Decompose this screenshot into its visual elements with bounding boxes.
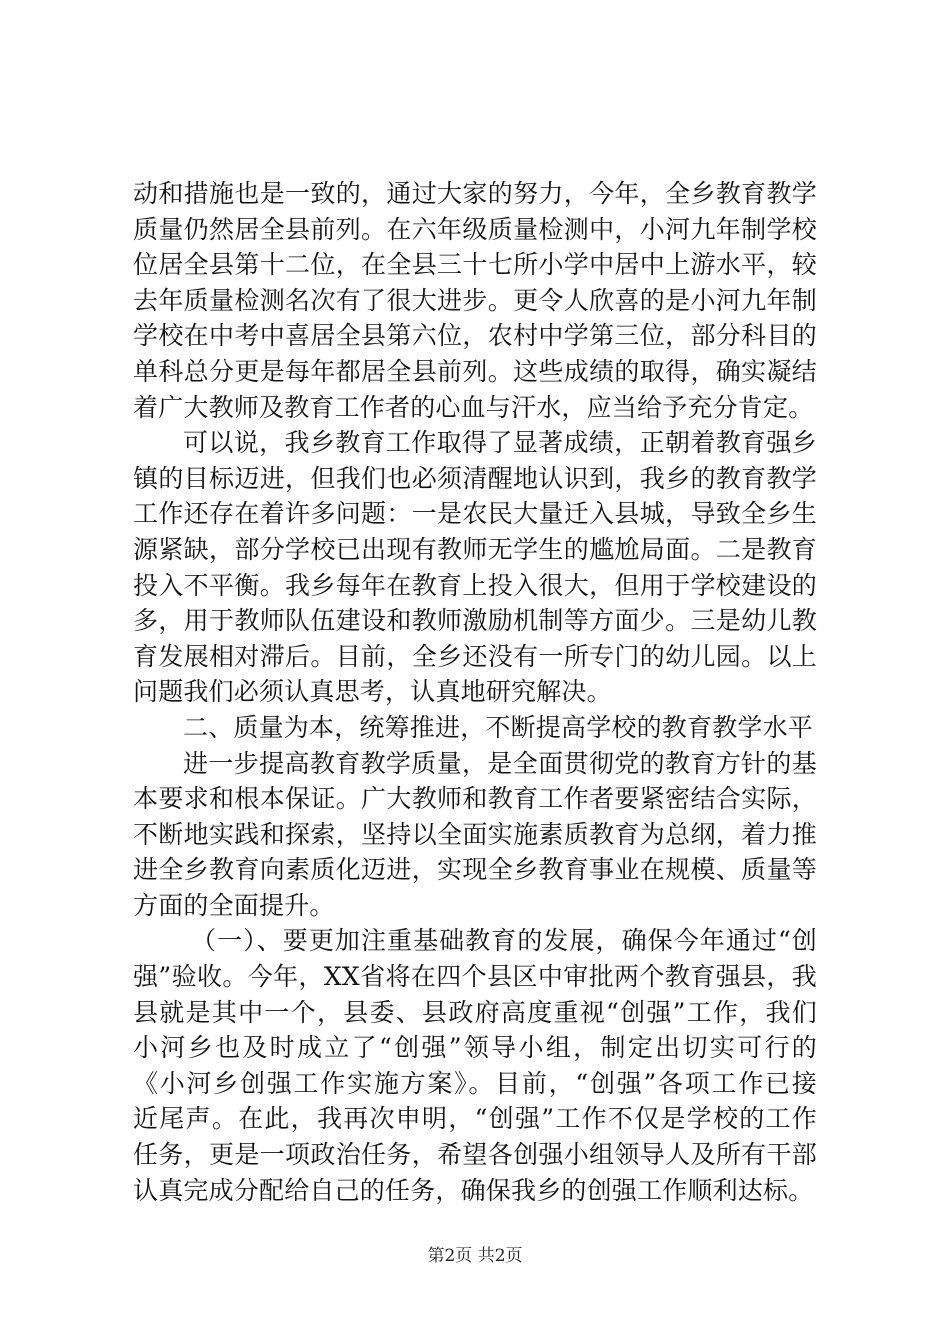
text-line: 问题我们必须认真思考，认真地研究解决。 bbox=[133, 677, 612, 707]
text-line: 位居全县第十二位，在全县三十七所小学中居中上游水平，较 bbox=[133, 250, 817, 280]
text-line: 县就是其中一个，县委、县政府高度重视“创强”工作，我们 bbox=[133, 997, 817, 1027]
text-line: 强”验收。今年，XX省将在四个县区中审批两个教育强县，我 bbox=[133, 962, 817, 992]
text-line: 镇的目标迈进，但我们也必须清醒地认识到，我乡的教育教学 bbox=[133, 463, 817, 493]
text-line: 本要求和根本保证。广大教师和教育工作者要紧密结合实际， bbox=[133, 784, 817, 814]
text-line: 源紧缺，部分学校已出现有教师无学生的尴尬局面。二是教育 bbox=[133, 534, 817, 564]
text-line: 工作还存在着许多问题：一是农民大量迁入县城，导致全乡生 bbox=[133, 499, 817, 529]
text-line: 近尾声。在此，我再次申明，“创强”工作不仅是学校的工作 bbox=[133, 1104, 817, 1134]
text-line: 单科总分更是每年都居全县前列。这些成绩的取得，确实凝结 bbox=[133, 356, 817, 386]
text-line: 多，用于教师队伍建设和教师激励机制等方面少。三是幼儿教 bbox=[133, 606, 817, 636]
section-heading: 二、质量为本，统筹推进，不断提高学校的教育教学水平 bbox=[183, 712, 814, 742]
text-line: 进全乡教育向素质化迈进，实现全乡教育事业在规模、质量等 bbox=[133, 855, 817, 885]
text-line: 小河乡也及时成立了“创强”领导小组，制定出切实可行的 bbox=[133, 1033, 817, 1063]
text-line: 动和措施也是一致的，通过大家的努力，今年，全乡教育教学 bbox=[133, 179, 817, 208]
text-line: 认真完成分配给自己的任务，确保我乡的创强工作顺利达标。 bbox=[133, 1175, 814, 1205]
text-line: 方面的全面提升。 bbox=[133, 890, 335, 920]
text-line: 学校在中考中喜居全县第六位，农村中学第三位，部分科目的 bbox=[133, 321, 817, 351]
text-line: 质量仍然居全县前列。在六年级质量检测中，小河九年制学校 bbox=[133, 214, 817, 244]
text-line: 任务，更是一项政治任务，希望各创强小组领导人及所有干部 bbox=[133, 1140, 817, 1170]
text-line: 着广大教师及教育工作者的心血与汗水，应当给予充分肯定。 bbox=[133, 392, 814, 422]
paragraph-start-line: 进一步提高教育教学质量，是全面贯彻党的教育方针的基 bbox=[183, 748, 817, 778]
page-number-footer: 第2页 共2页 bbox=[427, 1246, 523, 1266]
subsection-start-line: （一）、要更加注重基础教育的发展，确保今年通过“创 bbox=[191, 926, 817, 956]
text-line: 去年质量检测名次有了很大进步。更令人欣喜的是小河九年制 bbox=[133, 285, 817, 315]
document-body bbox=[133, 176, 817, 1208]
paragraph-start-line: 可以说，我乡教育工作取得了显著成绩，正朝着教育强乡 bbox=[183, 428, 817, 458]
text-line: 不断地实践和探索，坚持以全面实施素质教育为总纲，着力推 bbox=[133, 819, 817, 849]
text-line: 《小河乡创强工作实施方案》。目前，“创强”各项工作已接 bbox=[133, 1068, 817, 1098]
text-line: 投入不平衡。我乡每年在教育上投入很大，但用于学校建设的 bbox=[133, 570, 817, 600]
text-line: 育发展相对滞后。目前，全乡还没有一所专门的幼儿园。以上 bbox=[133, 641, 817, 671]
